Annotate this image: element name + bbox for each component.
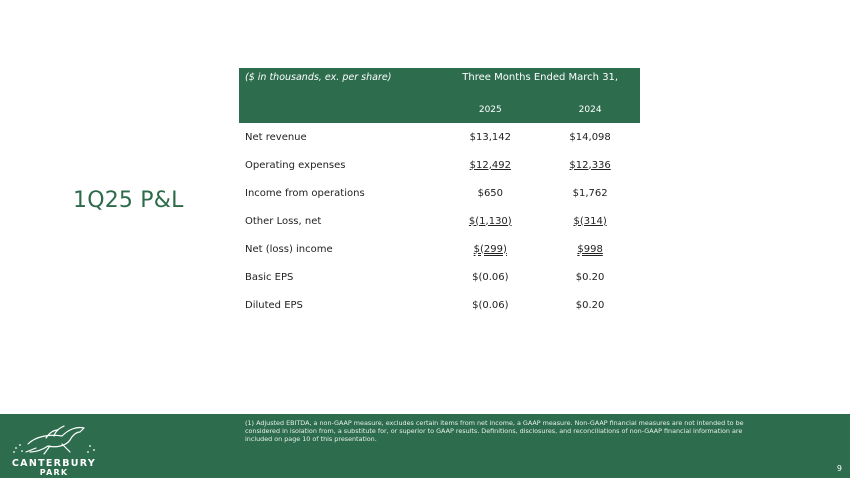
value-2025: $(299) <box>473 243 507 255</box>
horse-racing-icon <box>6 418 102 458</box>
value-2024: $998 <box>577 243 603 255</box>
row-label: Diluted EPS <box>245 299 303 311</box>
year-header-2025: 2025 <box>478 105 502 115</box>
unit-note: ($ in thousands, ex. per share) <box>245 72 392 83</box>
value-2025: $(0.06) <box>472 299 509 311</box>
row-label: Income from operations <box>245 187 365 199</box>
value-2024: $0.20 <box>575 271 605 283</box>
logo-text-park: PARK <box>39 468 69 477</box>
row-label: Other Loss, net <box>245 215 322 227</box>
value-2024: $(314) <box>573 215 607 227</box>
value-2025: $650 <box>477 187 504 199</box>
table-header-row <box>239 68 640 97</box>
empty-header-cell <box>239 97 440 123</box>
value-2024: $14,098 <box>569 131 611 143</box>
value-2025: $13,142 <box>469 131 511 143</box>
row-label: Net revenue <box>245 131 307 143</box>
logo-text-canterbury: CANTERBURY <box>11 458 97 469</box>
table-row <box>239 123 640 151</box>
row-label: Operating expenses <box>245 159 346 171</box>
page-number: 9 <box>836 464 842 473</box>
table-year-row <box>239 97 640 123</box>
table-row <box>239 179 640 207</box>
table-row <box>239 235 640 263</box>
value-2025: $(1,130) <box>468 215 512 227</box>
row-label: Basic EPS <box>245 271 294 283</box>
table-row <box>239 207 640 235</box>
pl-table <box>239 68 640 319</box>
value-2024: $0.20 <box>575 299 605 311</box>
value-2024: $12,336 <box>569 159 611 171</box>
page-title: 1Q25 P&L <box>73 188 184 213</box>
canterbury-park-logo <box>6 418 102 476</box>
value-2024: $1,762 <box>572 187 608 199</box>
footer-bar <box>0 414 850 478</box>
value-2025: $(0.06) <box>472 271 509 283</box>
table-row <box>239 263 640 291</box>
year-header-2024: 2024 <box>578 105 602 115</box>
table-row <box>239 151 640 179</box>
period-header: Three Months Ended March 31, <box>462 72 619 83</box>
row-label: Net (loss) income <box>245 243 333 255</box>
table-row <box>239 291 640 319</box>
footnote: (1) Adjusted EBITDA, a non-GAAP measure, excludes certain items from net income, a GAAP measure. Non-GAAP financial measures are not intended to be considered in isolation from, a substitute for, or superior to GAAP results. Definitions, disclosures, and reconciliations of non-GAAP financial information are included on page 10 of this presentation. <box>245 419 744 444</box>
value-2025: $12,492 <box>469 159 511 171</box>
